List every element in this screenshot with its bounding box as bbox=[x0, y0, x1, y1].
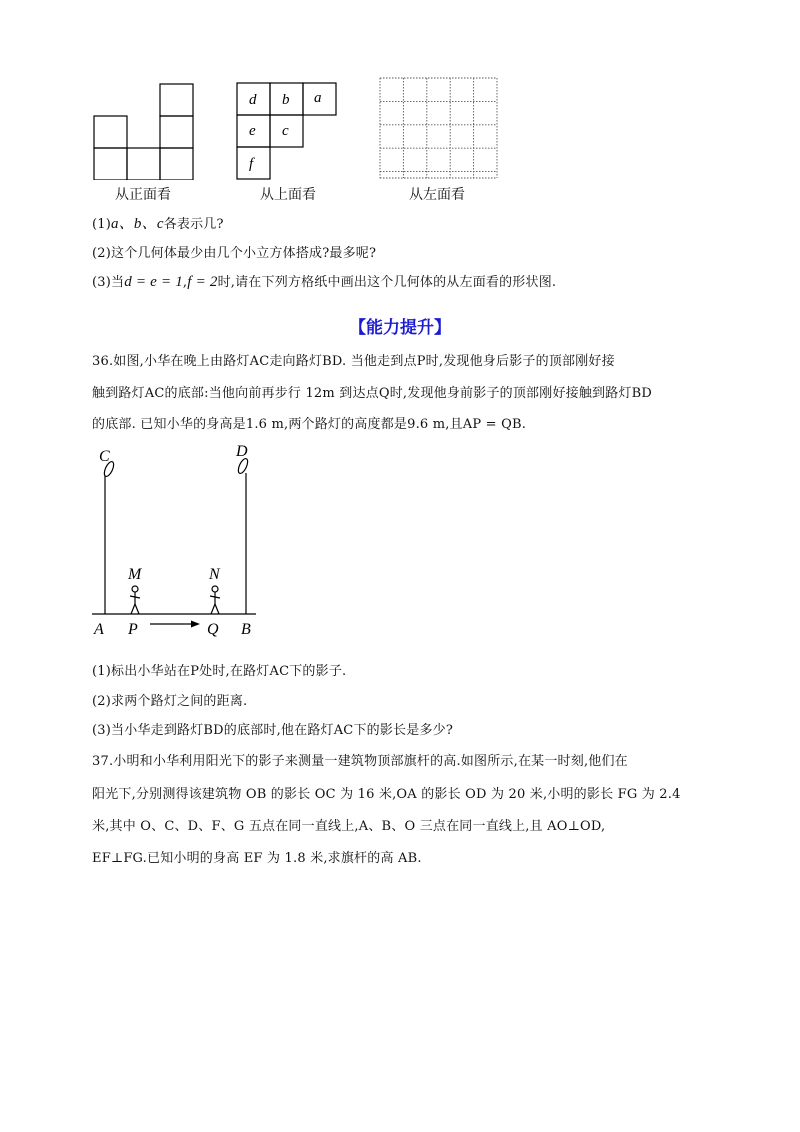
left-view-dotted-grid bbox=[380, 78, 497, 178]
top-view-caption: 从上面看 bbox=[260, 187, 316, 203]
three-views-figure bbox=[0, 0, 800, 180]
streetlight-diagram bbox=[0, 440, 800, 640]
q37-line-1: 37.小明和小华利用阳光下的影子来测量一建筑物顶部旗杆的高.如图所示,在某一时刻,他们在 bbox=[92, 754, 628, 769]
label-m: M bbox=[128, 566, 142, 583]
label-q: Q bbox=[207, 621, 219, 638]
top-letter-a: a bbox=[314, 90, 322, 106]
top-letter-d: d bbox=[249, 92, 257, 108]
label-c: C bbox=[99, 448, 110, 465]
front-view-caption: 从正面看 bbox=[115, 187, 171, 203]
label-d: D bbox=[236, 443, 248, 460]
label-n: N bbox=[209, 566, 220, 583]
prev-question-part-1: (1)a、b、c各表示几? bbox=[92, 216, 224, 232]
q36-sub-3: (3)当小华走到路灯BD的底部时,他在路灯AC下的影长是多少? bbox=[92, 723, 454, 738]
top-letter-c: c bbox=[282, 123, 289, 139]
top-letter-e: e bbox=[249, 123, 256, 139]
q37-line-4: EF⊥FG.已知小明的身高 EF 为 1.8 米,求旗杆的高 AB. bbox=[92, 851, 422, 866]
q36-line-2: 触到路灯AC的底部:当他向前再步行 12m 到达点Q时,发现他身前影子的顶部刚好接触到路灯BD bbox=[92, 386, 653, 401]
q36-line-1: 36.如图,小华在晚上由路灯AC走向路灯BD. 当他走到点P时,发现他身后影子的顶部刚好接 bbox=[92, 354, 615, 369]
q37-line-3: 米,其中 O、C、D、F、G 五点在同一直线上,A、B、O 三点在同一直线上,且 AO⊥OD, bbox=[92, 819, 606, 834]
prev-question-part-2: (2)这个几何体最少由几个小立方体搭成?最多呢? bbox=[92, 246, 377, 261]
front-view-grid bbox=[94, 84, 193, 180]
q36-line-3: 的底部. 已知小华的身高是1.6 m,两个路灯的高度都是9.6 m,且AP = QB. bbox=[92, 417, 527, 432]
label-b: B bbox=[241, 621, 251, 638]
walk-arrow-head bbox=[191, 621, 200, 628]
top-letter-f: f bbox=[249, 156, 254, 172]
label-a: A bbox=[94, 621, 104, 638]
q36-sub-2: (2)求两个路灯之间的距离. bbox=[92, 694, 248, 709]
left-view-caption: 从左面看 bbox=[409, 187, 465, 203]
q37-line-2: 阳光下,分别测得该建筑物 OB 的影长 OC 为 16 米,OA 的影长 OD 为 20 米,小明的影长 FG 为 2.4 bbox=[92, 787, 681, 802]
top-letter-b: b bbox=[282, 92, 290, 108]
prev-question-part-3: (3)当d = e = 1,f = 2时,请在下列方格纸中画出这个几何体的从左面看的形状图. bbox=[92, 274, 557, 290]
person-m bbox=[130, 586, 140, 614]
q36-sub-1: (1)标出小华站在P处时,在路灯AC下的影子. bbox=[92, 664, 347, 679]
label-p: P bbox=[128, 621, 138, 638]
section-heading: 【能力提升】 bbox=[349, 318, 451, 338]
person-n bbox=[210, 586, 220, 614]
